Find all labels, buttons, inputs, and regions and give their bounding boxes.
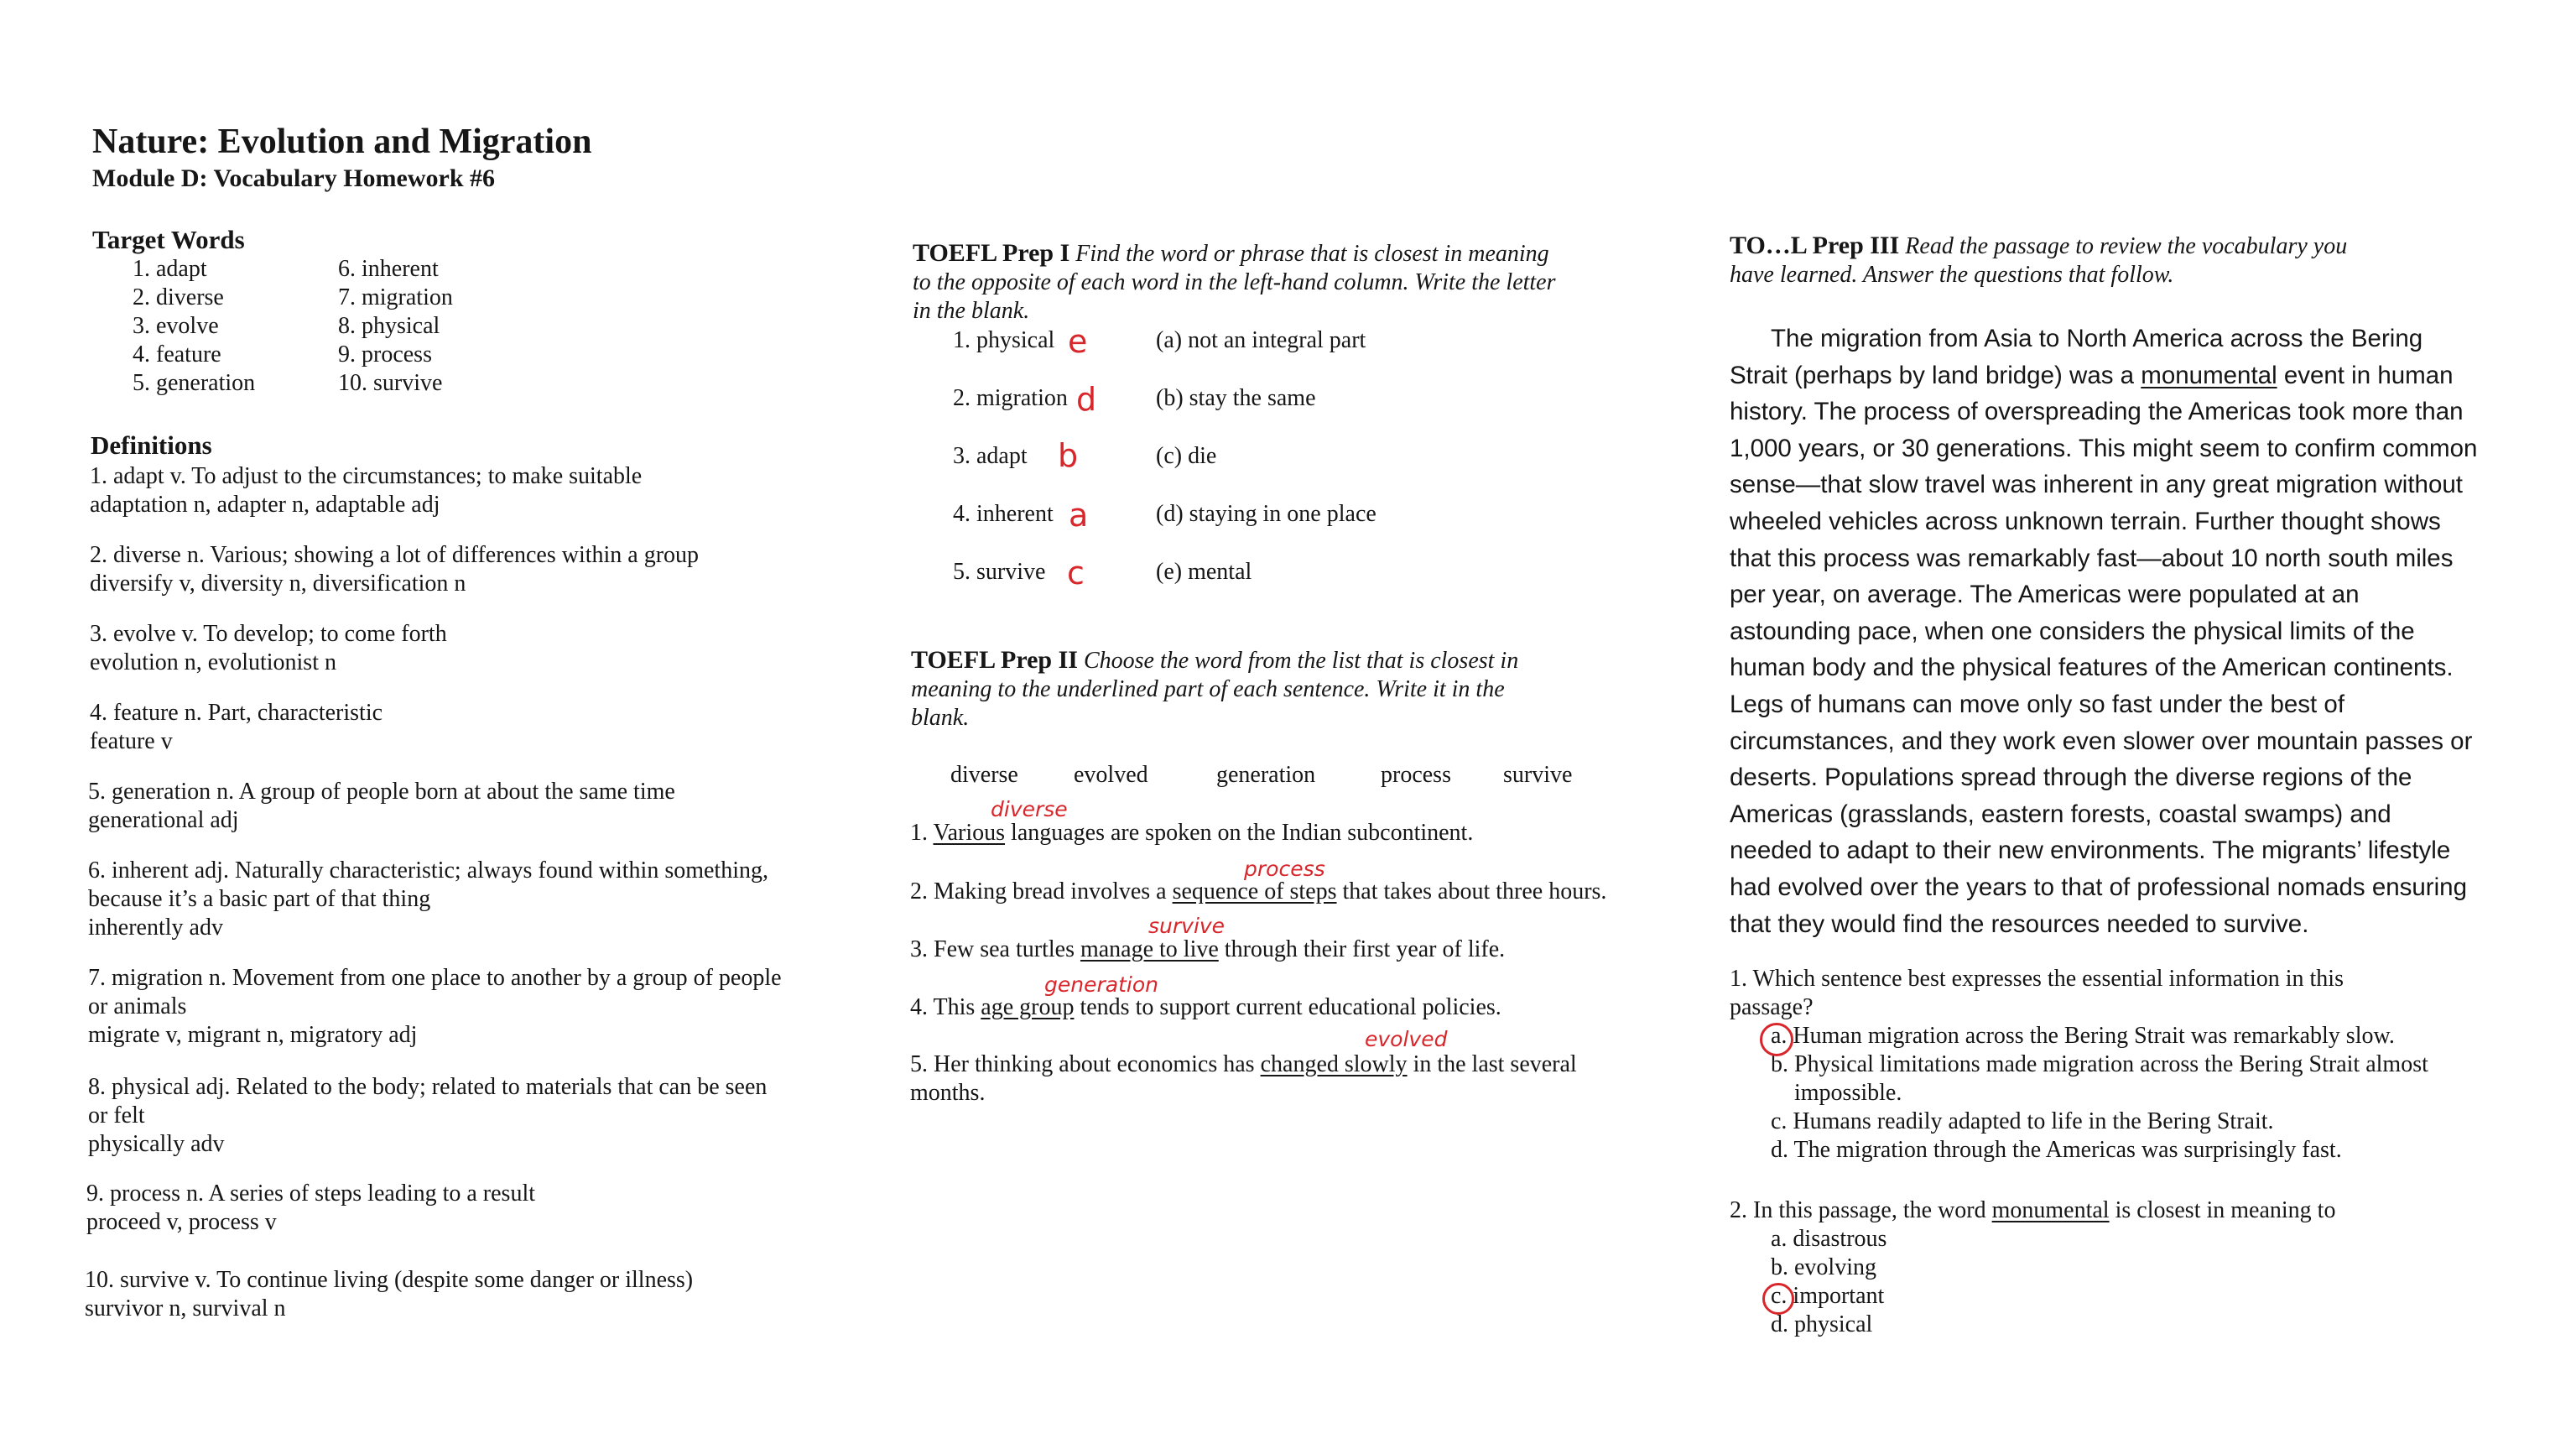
word-bank-item: survive	[1503, 762, 1573, 788]
toefl1-option: (b) stay the same	[1156, 385, 1316, 411]
toefl2-sentence: 1. Various languages are spoken on the Indian subcontinent.	[910, 820, 1474, 846]
definition-item: 2. diverse n. Various; showing a lot of differences within a group diversify v, diversity n, diversification n	[90, 542, 700, 597]
passage-line: history. The process of overspreading the Americas took more than	[1730, 398, 2464, 426]
reading-passage	[1730, 321, 2477, 942]
definition-item: 5. generation n. A group of people born at about the same time generational adj	[88, 779, 675, 833]
word-bank-item: generation	[1216, 762, 1316, 788]
toefl1-word: 5. survive	[953, 559, 1046, 585]
toefl2-sentence: 3. Few sea turtles manage to live through their first year of life.	[910, 936, 1506, 962]
target-words-col1	[133, 255, 255, 398]
passage-line: astounding pace, when one considers the physical limits of the	[1730, 617, 2415, 645]
answer-choice[interactable]: b. Physical limitations made migration across the Bering Strait almost	[1771, 1051, 2428, 1077]
handwritten-answer: generation	[1044, 972, 1158, 997]
target-words-heading: Target Words	[92, 225, 245, 254]
answer-choice[interactable]: a. disastrous	[1771, 1226, 1887, 1252]
target-word: 3. evolve	[133, 313, 219, 339]
word-bank-item: process	[1381, 762, 1451, 788]
definition-item: 7. migration n. Movement from one place to another by a group of people or animals migrate v, migrant n, migratory adj	[88, 965, 782, 1048]
passage-line: that they would find the resources needed to survive.	[1730, 910, 2309, 938]
handwritten-answer: diverse	[991, 797, 1068, 821]
answer-choice[interactable]: c. Humans readily adapted to life in the Bering Strait.	[1771, 1108, 2274, 1134]
target-word: 2. diverse	[133, 284, 224, 310]
target-word: 7. migration	[338, 284, 453, 310]
toefl1-words	[953, 326, 1068, 616]
passage-line: deserts. Populations spread through the diverse regions of the	[1730, 764, 2412, 792]
toefl2-sentence: 2. Making bread involves a sequence of steps that takes about three hours.	[910, 878, 1607, 904]
answer-circle-mark	[1762, 1283, 1794, 1315]
definition-item: 8. physical adj. Related to the body; related to materials that can be seen or felt physically adv	[88, 1074, 768, 1157]
answer-choice[interactable]: d. physical	[1771, 1311, 1873, 1337]
target-word: 9. process	[338, 341, 432, 367]
question-2: 2. In this passage, the word monumental is closest in meaning to	[1730, 1197, 2336, 1223]
question-1-choices	[1771, 1022, 2428, 1165]
passage-line: needed to adapt to their new environments. The migrants’ lifestyle	[1730, 837, 2451, 865]
handwritten-answer: c	[1067, 555, 1085, 592]
handwritten-answer: a	[1069, 497, 1089, 534]
target-word: 1. adapt	[133, 256, 207, 282]
passage-line: The migration from Asia to North America across the Bering	[1771, 325, 2423, 352]
question-2-choices	[1771, 1225, 1886, 1339]
answer-choice[interactable]: c. important	[1771, 1283, 1885, 1309]
handwritten-answer: process	[1244, 857, 1325, 881]
word-bank-item: diverse	[950, 762, 1018, 788]
question-1: 1. Which sentence best expresses the essential information in this passage?	[1730, 966, 2344, 1020]
target-word: 10. survive	[338, 370, 443, 396]
passage-line: Strait (perhaps by land bridge) was a monumental event in human	[1730, 361, 2454, 389]
page-title: Nature: Evolution and Migration	[92, 122, 592, 161]
answer-circle-mark	[1760, 1023, 1793, 1056]
passage-line: Legs of humans can move only so fast under the best of	[1730, 690, 2345, 718]
target-word: 8. physical	[338, 313, 440, 339]
passage-line: that this process was remarkably fast—about 10 north south miles	[1730, 544, 2454, 572]
answer-choice[interactable]: b. evolving	[1771, 1254, 1876, 1280]
handwritten-answer: d	[1076, 381, 1097, 418]
toefl1-heading: TOEFL Prep I	[913, 239, 1070, 267]
definition-item: 1. adapt v. To adjust to the circumstances; to make suitable adaptation n, adapter n, adaptable adj	[90, 463, 643, 518]
toefl1-word: 1. physical	[953, 327, 1055, 353]
definitions-heading: Definitions	[91, 430, 212, 460]
toefl1-word: 4. inherent	[953, 501, 1054, 527]
toefl1-option: (d) staying in one place	[1156, 501, 1376, 527]
passage-line: had evolved over the years to that of professional nomads ensuring	[1730, 873, 2467, 901]
handwritten-answer: b	[1058, 437, 1079, 474]
toefl2-header: TOEFL Prep II Choose the word from the list that is closest in meaning to the underlined part of each sentence. Write it in the blank.	[911, 646, 1519, 731]
toefl1-option: (e) mental	[1156, 559, 1252, 585]
definition-item: 4. feature n. Part, characteristic feature v	[90, 700, 383, 754]
handwritten-answer: survive	[1148, 914, 1226, 938]
handwritten-answer: evolved	[1365, 1027, 1448, 1051]
toefl1-word: 2. migration	[953, 385, 1068, 411]
target-word: 5. generation	[133, 370, 256, 396]
definition-item: 10. survive v. To continue living (despite some danger or illness) survivor n, survival n	[85, 1267, 694, 1321]
toefl2-sentence: 4. This age group tends to support current educational policies.	[910, 994, 1501, 1020]
passage-line: human body and the physical features of the American continents.	[1730, 654, 2454, 682]
target-words-col2	[338, 255, 453, 398]
answer-choice[interactable]: a. Human migration across the Bering Strait was remarkably slow.	[1771, 1023, 2395, 1049]
passage-line: wheeled vehicles across unknown terrain. Further thought shows	[1730, 507, 2441, 535]
toefl1-word: 3. adapt	[953, 443, 1028, 469]
word-bank-item: evolved	[1074, 762, 1148, 788]
toefl1-header: TOEFL Prep I Find the word or phrase that is closest in meaning to the opposite of each word in the left-hand column. Write the letter in the blank.	[913, 239, 1556, 324]
toefl1-option: (a) not an integral part	[1156, 327, 1366, 353]
answer-choice[interactable]: d. The migration through the Americas was surprisingly fast.	[1771, 1137, 2342, 1163]
toefl3-heading: TO…L Prep III	[1730, 232, 1900, 259]
toefl1-option: (c) die	[1156, 443, 1217, 469]
toefl3-header: TO…L Prep III Read the passage to review the vocabulary you have learned. Answer the questions that follow.	[1730, 232, 2348, 288]
passage-line: circumstances, and they work even slower over mountain passes or	[1730, 727, 2473, 755]
definition-item: 6. inherent adj. Naturally characteristic; always found within something, because it’s a basic part of that thing inherently adv	[88, 857, 768, 941]
passage-line: per year, on average. The Americas were populated at an	[1730, 581, 2360, 609]
handwritten-answer: e	[1068, 323, 1088, 360]
passage-line: 1,000 years, or 30 generations. This might seem to confirm common	[1730, 434, 2478, 462]
toefl2-sentence: 5. Her thinking about economics has changed slowly in the last several months.	[910, 1051, 1577, 1106]
passage-line: Americas (grasslands, eastern forests, coastal swamps) and	[1730, 800, 2391, 828]
page-subtitle: Module D: Vocabulary Homework #6	[92, 164, 495, 192]
toefl2-heading: TOEFL Prep II	[911, 646, 1078, 674]
answer-choice-continuation: impossible.	[1794, 1080, 1902, 1106]
passage-line: sense—that slow travel was inherent in any great migration without	[1730, 471, 2463, 499]
target-word: 4. feature	[133, 341, 221, 367]
toefl1-options	[1156, 326, 1376, 616]
definition-item: 3. evolve v. To develop; to come forth evolution n, evolutionist n	[90, 621, 447, 675]
definition-item: 9. process n. A series of steps leading to a result proceed v, process v	[86, 1181, 536, 1235]
target-word: 6. inherent	[338, 256, 439, 282]
